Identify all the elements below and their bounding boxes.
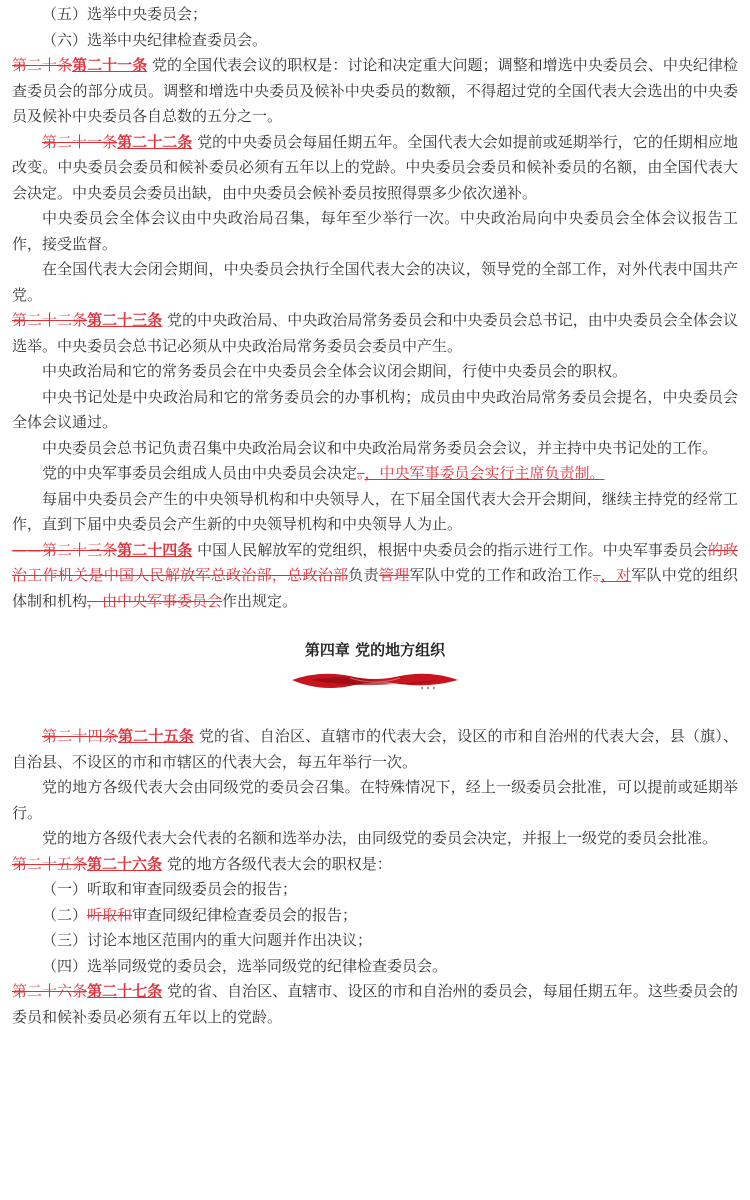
article-22 bbox=[12, 130, 738, 207]
paragraph: 中央委员会总书记负责召集中央政治局会议和中央政治局常务委员会会议，并主持中央书记处的工作。 bbox=[42, 438, 718, 457]
article-26 bbox=[12, 852, 738, 878]
deleted-article-number: 第二十五条 bbox=[12, 854, 88, 873]
list-item: （五）选举中央委员会； bbox=[42, 5, 208, 23]
paragraph: 每届中央委员会产生的中央领导机构和中央领导人，在下届全国代表大会开会期间，继续主持党的经常工作，直到下届中央委员会产生新的中央领导机构和中央领导人为止。 bbox=[12, 489, 738, 533]
article-27 bbox=[12, 979, 738, 1030]
article-text: 作出规定。 bbox=[222, 591, 298, 610]
list-item bbox=[12, 903, 738, 929]
deleted-article-number: 第二十条 bbox=[12, 56, 73, 74]
inserted-text: ，对 bbox=[600, 566, 632, 584]
article-text: 党的中央委员会每届任期五年。全国代表大会如提前或延期举行，它的任期相应地改变。中央委员会委员和候补委员必须有五年以上的党龄。中央委员会委员和候补委员的名额，由全国代表大会决定。中央委员会委员出缺，由中央委员会候补委员按照得票多少依次递补。 bbox=[12, 132, 738, 202]
list-item: （一）听取和审查同级委员会的报告； bbox=[42, 880, 298, 898]
list-item: （三）讨论本地区范围内的重大问题并作出决议； bbox=[42, 931, 373, 949]
inserted-text: ，中央军事委员会实行主席负责制。 bbox=[364, 464, 605, 482]
article-text: 负责 bbox=[348, 566, 379, 584]
deleted-text: 管理 bbox=[378, 566, 410, 584]
list-item-text: 审查同级纪律检查委员会的报告； bbox=[132, 905, 358, 924]
deleted-text: 。 bbox=[592, 566, 601, 584]
article-text: 军队中党的工作和政治工作 bbox=[409, 566, 593, 584]
inserted-article-number: 第二十五条 bbox=[117, 727, 194, 745]
article-text: 中国人民解放军的党组织，根据中央委员会的指示进行工作。中央军事委员会 bbox=[192, 540, 708, 559]
paragraph: 在全国代表大会闭会期间，中央委员会执行全国代表大会的决议，领导党的全部工作，对外代表中国共产党。 bbox=[12, 260, 738, 304]
deleted-text: —— bbox=[12, 540, 42, 559]
article-23 bbox=[12, 308, 738, 359]
deleted-article-number: 第二十二条 bbox=[12, 311, 88, 329]
article-text: 党的省、自治区、直辖市的代表大会，设区的市和自治州的代表大会，县（旗）、自治县、不设区的市和市辖区的代表大会，每五年举行一次。 bbox=[12, 727, 738, 771]
article-text: 党的省、自治区、直辖市、设区的市和自治州的委员会，每届任期五年。这些委员会的委员和候补委员必须有五年以上的党龄。 bbox=[12, 982, 738, 1026]
inserted-article-number: 第二十六条 bbox=[87, 854, 163, 873]
article-text: 党的中央政治局、中央政治局常务委员会和中央委员会总书记，由中央委员会全体会议选举。中央委员会总书记必须从中央政治局常务委员会委员中产生。 bbox=[12, 311, 738, 355]
deleted-article-number: 第二十三条 bbox=[42, 540, 118, 559]
paragraph bbox=[12, 461, 738, 487]
deleted-text: 。 bbox=[357, 464, 365, 482]
ribbon-ornament-icon bbox=[290, 666, 460, 696]
inserted-article-number: 第二十一条 bbox=[72, 56, 148, 74]
list-item-text: （二） bbox=[42, 905, 88, 924]
paragraph: 中央委员会全体会议由中央政治局召集，每年至少举行一次。中央政治局向中央委员会全体会议报告工作，接受监督。 bbox=[12, 209, 738, 253]
deleted-text: ，由中央军事委员会 bbox=[87, 591, 223, 610]
article-text: 军队中党的组织体制和机构 bbox=[12, 566, 738, 610]
list-item: （六）选举中央纪律检查委员会。 bbox=[42, 30, 268, 49]
article-text: 党的地方各级代表大会的职权是： bbox=[162, 854, 392, 873]
deleted-article-number: 第二十一条 bbox=[42, 132, 118, 151]
deleted-article-number: 第二十六条 bbox=[12, 982, 88, 1000]
chapter-title: 第四章 党的地方组织 bbox=[304, 641, 446, 659]
article-24 bbox=[12, 538, 738, 615]
list-item: （四）选举同级党的委员会，选举同级党的纪律检查委员会。 bbox=[42, 956, 448, 975]
article-25 bbox=[12, 724, 738, 775]
deleted-article-number: 第二十四条 bbox=[42, 727, 118, 745]
inserted-article-number: 第二十三条 bbox=[87, 311, 163, 329]
paragraph: 党的地方各级代表大会由同级党的委员会召集。在特殊情况下，经上一级委员会批准，可以提前或延期举行。 bbox=[12, 778, 738, 822]
paragraph: 中央政治局和它的常务委员会在中央委员会全体会议闭会期间，行使中央委员会的职权。 bbox=[42, 362, 628, 380]
inserted-article-number: 第二十七条 bbox=[87, 982, 163, 1000]
deleted-text: 听取和 bbox=[87, 905, 133, 924]
paragraph: 中央书记处是中央政治局和它的常务委员会的办事机构；成员由中央政治局常务委员会提名，中央委员会全体会议通过。 bbox=[12, 387, 738, 431]
article-21 bbox=[12, 53, 738, 130]
paragraph: 党的地方各级代表大会代表的名额和选举办法，由同级党的委员会决定，并报上一级党的委员会批准。 bbox=[42, 829, 718, 847]
paragraph-text: 党的中央军事委员会组成人员由中央委员会决定 bbox=[42, 464, 358, 482]
article-text: 党的全国代表会议的职权是：讨论和决定重大问题；调整和增选中央委员会、中央纪律检查委员会的部分成员。调整和增选中央委员及候补中央委员的数额，不得超过党的全国代表大会选出的中央委员及候补中央委员各自总数的五分之一。 bbox=[12, 56, 738, 125]
deleted-text: 的政治工作机关是中国人民解放军总政治部，总政治部 bbox=[12, 540, 738, 584]
inserted-article-number: 第二十四条 bbox=[117, 540, 193, 559]
inserted-article-number: 第二十二条 bbox=[117, 132, 193, 151]
